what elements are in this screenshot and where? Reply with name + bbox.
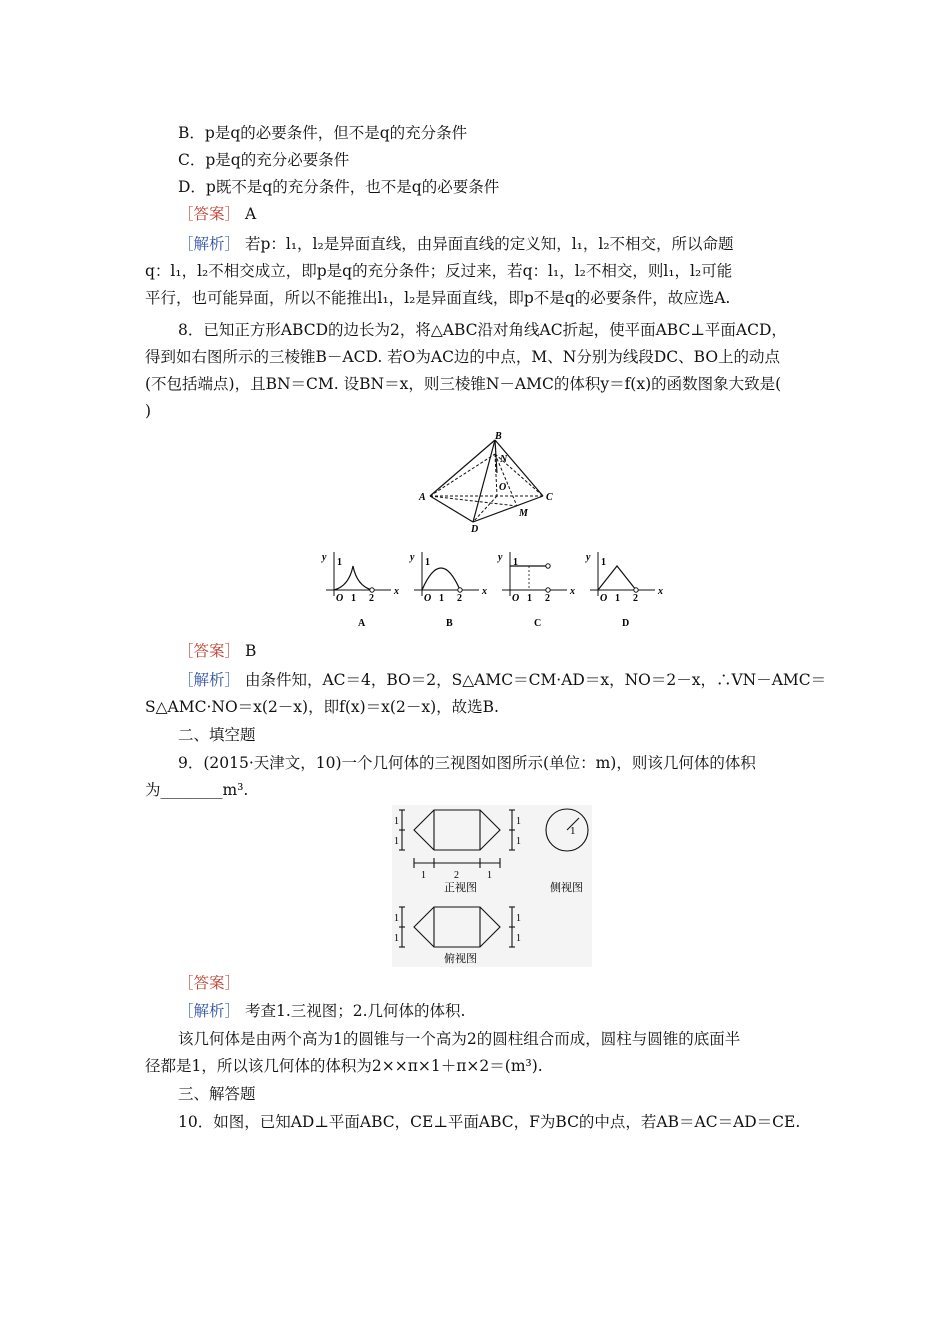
answer-tag: ［答案］ — [178, 974, 241, 992]
pyramid-figure — [415, 428, 565, 533]
y-axis-label: y — [410, 552, 415, 563]
dim-front-left-bottom: 1 — [394, 836, 399, 847]
y-tick-1: 1 — [425, 557, 430, 568]
open-endpoint — [546, 564, 550, 568]
option-d: D．p既不是q的充分条件，也不是q的必要条件 — [178, 178, 500, 196]
y-axis-label: y — [322, 552, 327, 563]
open-endpoint — [370, 588, 374, 592]
q10-line-1: 10．如图，已知AD⊥平面ABC，CE⊥平面ABC，F为BC的中点，若AB＝AC＝AD＝CE. — [178, 1113, 801, 1131]
q9-line-2: 为________m³. — [145, 781, 249, 799]
origin-label: O — [600, 593, 608, 604]
x-tick-2: 2 — [369, 593, 374, 604]
q9-line-1: 9．(2015·天津文，10)一个几何体的三视图如图所示(单位：m)，则该几何体的体积 — [178, 754, 756, 772]
q7-analysis-line-1 — [178, 231, 838, 257]
analysis-tag: ［解析］ — [178, 1002, 241, 1020]
dim-front-right-top: 1 — [516, 816, 521, 827]
q8-analysis-line-1 — [178, 667, 838, 693]
analysis-tag: ［解析］ — [178, 671, 241, 689]
q7-answer — [178, 201, 838, 227]
dim-front-right-bottom: 1 — [516, 836, 521, 847]
open-endpoint — [634, 588, 638, 592]
open-endpoint — [546, 588, 550, 592]
option-b: B．p是q的必要条件，但不是q的充分条件 — [178, 124, 468, 142]
dim-top-right-bottom: 1 — [516, 933, 521, 944]
option-c: C．p是q的充分必要条件 — [178, 151, 350, 169]
origin-label: O — [512, 593, 520, 604]
graph-option-b — [409, 552, 487, 629]
graph-option-c — [497, 552, 575, 629]
analysis-tag: ［解析］ — [178, 235, 241, 253]
x-tick-2: 2 — [545, 593, 550, 604]
analysis-text: 若p：l₁，l₂是异面直线，由异面直线的定义知，l₁，l₂不相交，所以命题 — [244, 235, 734, 253]
x-tick-1: 1 — [615, 593, 620, 604]
analysis-text: 由条件知，AC＝4，BO＝2，S△AMC＝CM·AD＝x，NO＝2－x，∴VN－AMC＝ — [244, 671, 827, 689]
q7-analysis-line-3: 平行，也可能异面，所以不能推出l₁，l₂是异面直线，即p不是q的必要条件，故应选A. — [145, 289, 731, 307]
graph-caption: D — [622, 618, 630, 629]
q7-analysis-line-2: q：l₁，l₂不相交成立，即p是q的充分条件；反过来，若q：l₁，l₂不相交，则l₁，l₂可能 — [145, 262, 733, 280]
q9-analysis-line-2: 该几何体是由两个高为1的圆锥与一个高为2的圆柱组合而成，圆柱与圆锥的底面半 — [178, 1030, 741, 1048]
graph-caption: C — [534, 618, 542, 629]
x-tick-1: 1 — [351, 593, 356, 604]
y-axis-label: y — [498, 552, 503, 563]
dim-front-bottom-left: 1 — [421, 870, 426, 881]
graph-option-d — [585, 552, 663, 629]
section-3-title: 三、解答题 — [178, 1085, 256, 1103]
x-axis-label: x — [394, 586, 399, 597]
option-graphs — [320, 548, 680, 630]
y-tick-1: 1 — [601, 557, 606, 568]
answer-tag: ［答案］ — [178, 642, 241, 660]
graph-group — [321, 552, 663, 629]
q9-answer — [178, 970, 838, 996]
x-axis-label: x — [570, 586, 575, 597]
three-view-figure — [392, 805, 592, 967]
q9-analysis-line-1 — [178, 998, 838, 1024]
graph-caption: A — [358, 618, 366, 629]
origin-label: O — [424, 593, 432, 604]
origin-label: O — [336, 593, 344, 604]
dim-top-left-top: 1 — [394, 913, 399, 924]
section-2-title: 二、填空题 — [178, 726, 256, 744]
q8-line-1: 8．已知正方形ABCD的边长为2，将△ABC沿对角线AC折起，使平面ABC⊥平面ACD， — [178, 321, 787, 339]
x-tick-1: 1 — [439, 593, 444, 604]
q8-analysis-line-2: S△AMC·NO＝x(2－x)，即f(x)＝x(2－x)，故选B. — [145, 698, 499, 716]
x-tick-2: 2 — [457, 593, 462, 604]
analysis-text: 考查1.三视图；2.几何体的体积. — [244, 1002, 466, 1020]
dim-front-bottom-right: 1 — [487, 870, 492, 881]
dim-side-radius: 1 — [570, 825, 576, 837]
label-o: O — [499, 482, 507, 493]
q8-line-4: ) — [145, 402, 152, 420]
label-a: A — [419, 492, 426, 503]
q8-line-3: (不包括端点)，且BN＝CM. 设BN＝x，则三棱锥N－AMC的体积y＝f(x)的函数图象大致是( — [145, 375, 782, 393]
function-curve — [598, 566, 636, 590]
label-n: N — [500, 454, 508, 465]
dim-top-left-bottom: 1 — [394, 933, 399, 944]
q9-analysis-line-3: 径都是1，所以该几何体的体积为2××π×1＋π×2＝(m³). — [145, 1057, 543, 1075]
side-view-label: 侧视图 — [550, 882, 583, 894]
q8-line-2: 得到如右图所示的三棱锥B－ACD. 若O为AC边的中点，M、N分别为线段DC、BO上的动点 — [145, 348, 781, 366]
answer-tag: ［答案］ — [178, 205, 241, 223]
label-b: B — [495, 431, 502, 442]
y-tick-1: 1 — [337, 557, 342, 568]
front-view-label: 正视图 — [444, 882, 477, 894]
graph-caption: B — [446, 618, 453, 629]
label-c: C — [546, 492, 553, 503]
x-axis-label: x — [658, 586, 663, 597]
x-axis-label: x — [482, 586, 487, 597]
function-curve — [422, 568, 460, 590]
label-m: M — [519, 508, 528, 519]
graph-option-a — [321, 552, 399, 629]
dim-top-right-top: 1 — [516, 913, 521, 924]
top-view-label: 俯视图 — [444, 953, 477, 965]
q8-answer — [178, 638, 838, 664]
answer-value: A — [244, 205, 257, 223]
open-endpoint — [458, 588, 462, 592]
y-axis-label: y — [586, 552, 591, 563]
dim-front-left-top: 1 — [394, 816, 399, 827]
x-tick-2: 2 — [633, 593, 638, 604]
dim-front-bottom-mid: 2 — [454, 870, 459, 881]
x-tick-1: 1 — [527, 593, 532, 604]
function-curve — [334, 566, 372, 590]
y-tick-1: 1 — [513, 557, 518, 568]
label-d: D — [471, 524, 479, 533]
answer-value: B — [244, 642, 257, 660]
